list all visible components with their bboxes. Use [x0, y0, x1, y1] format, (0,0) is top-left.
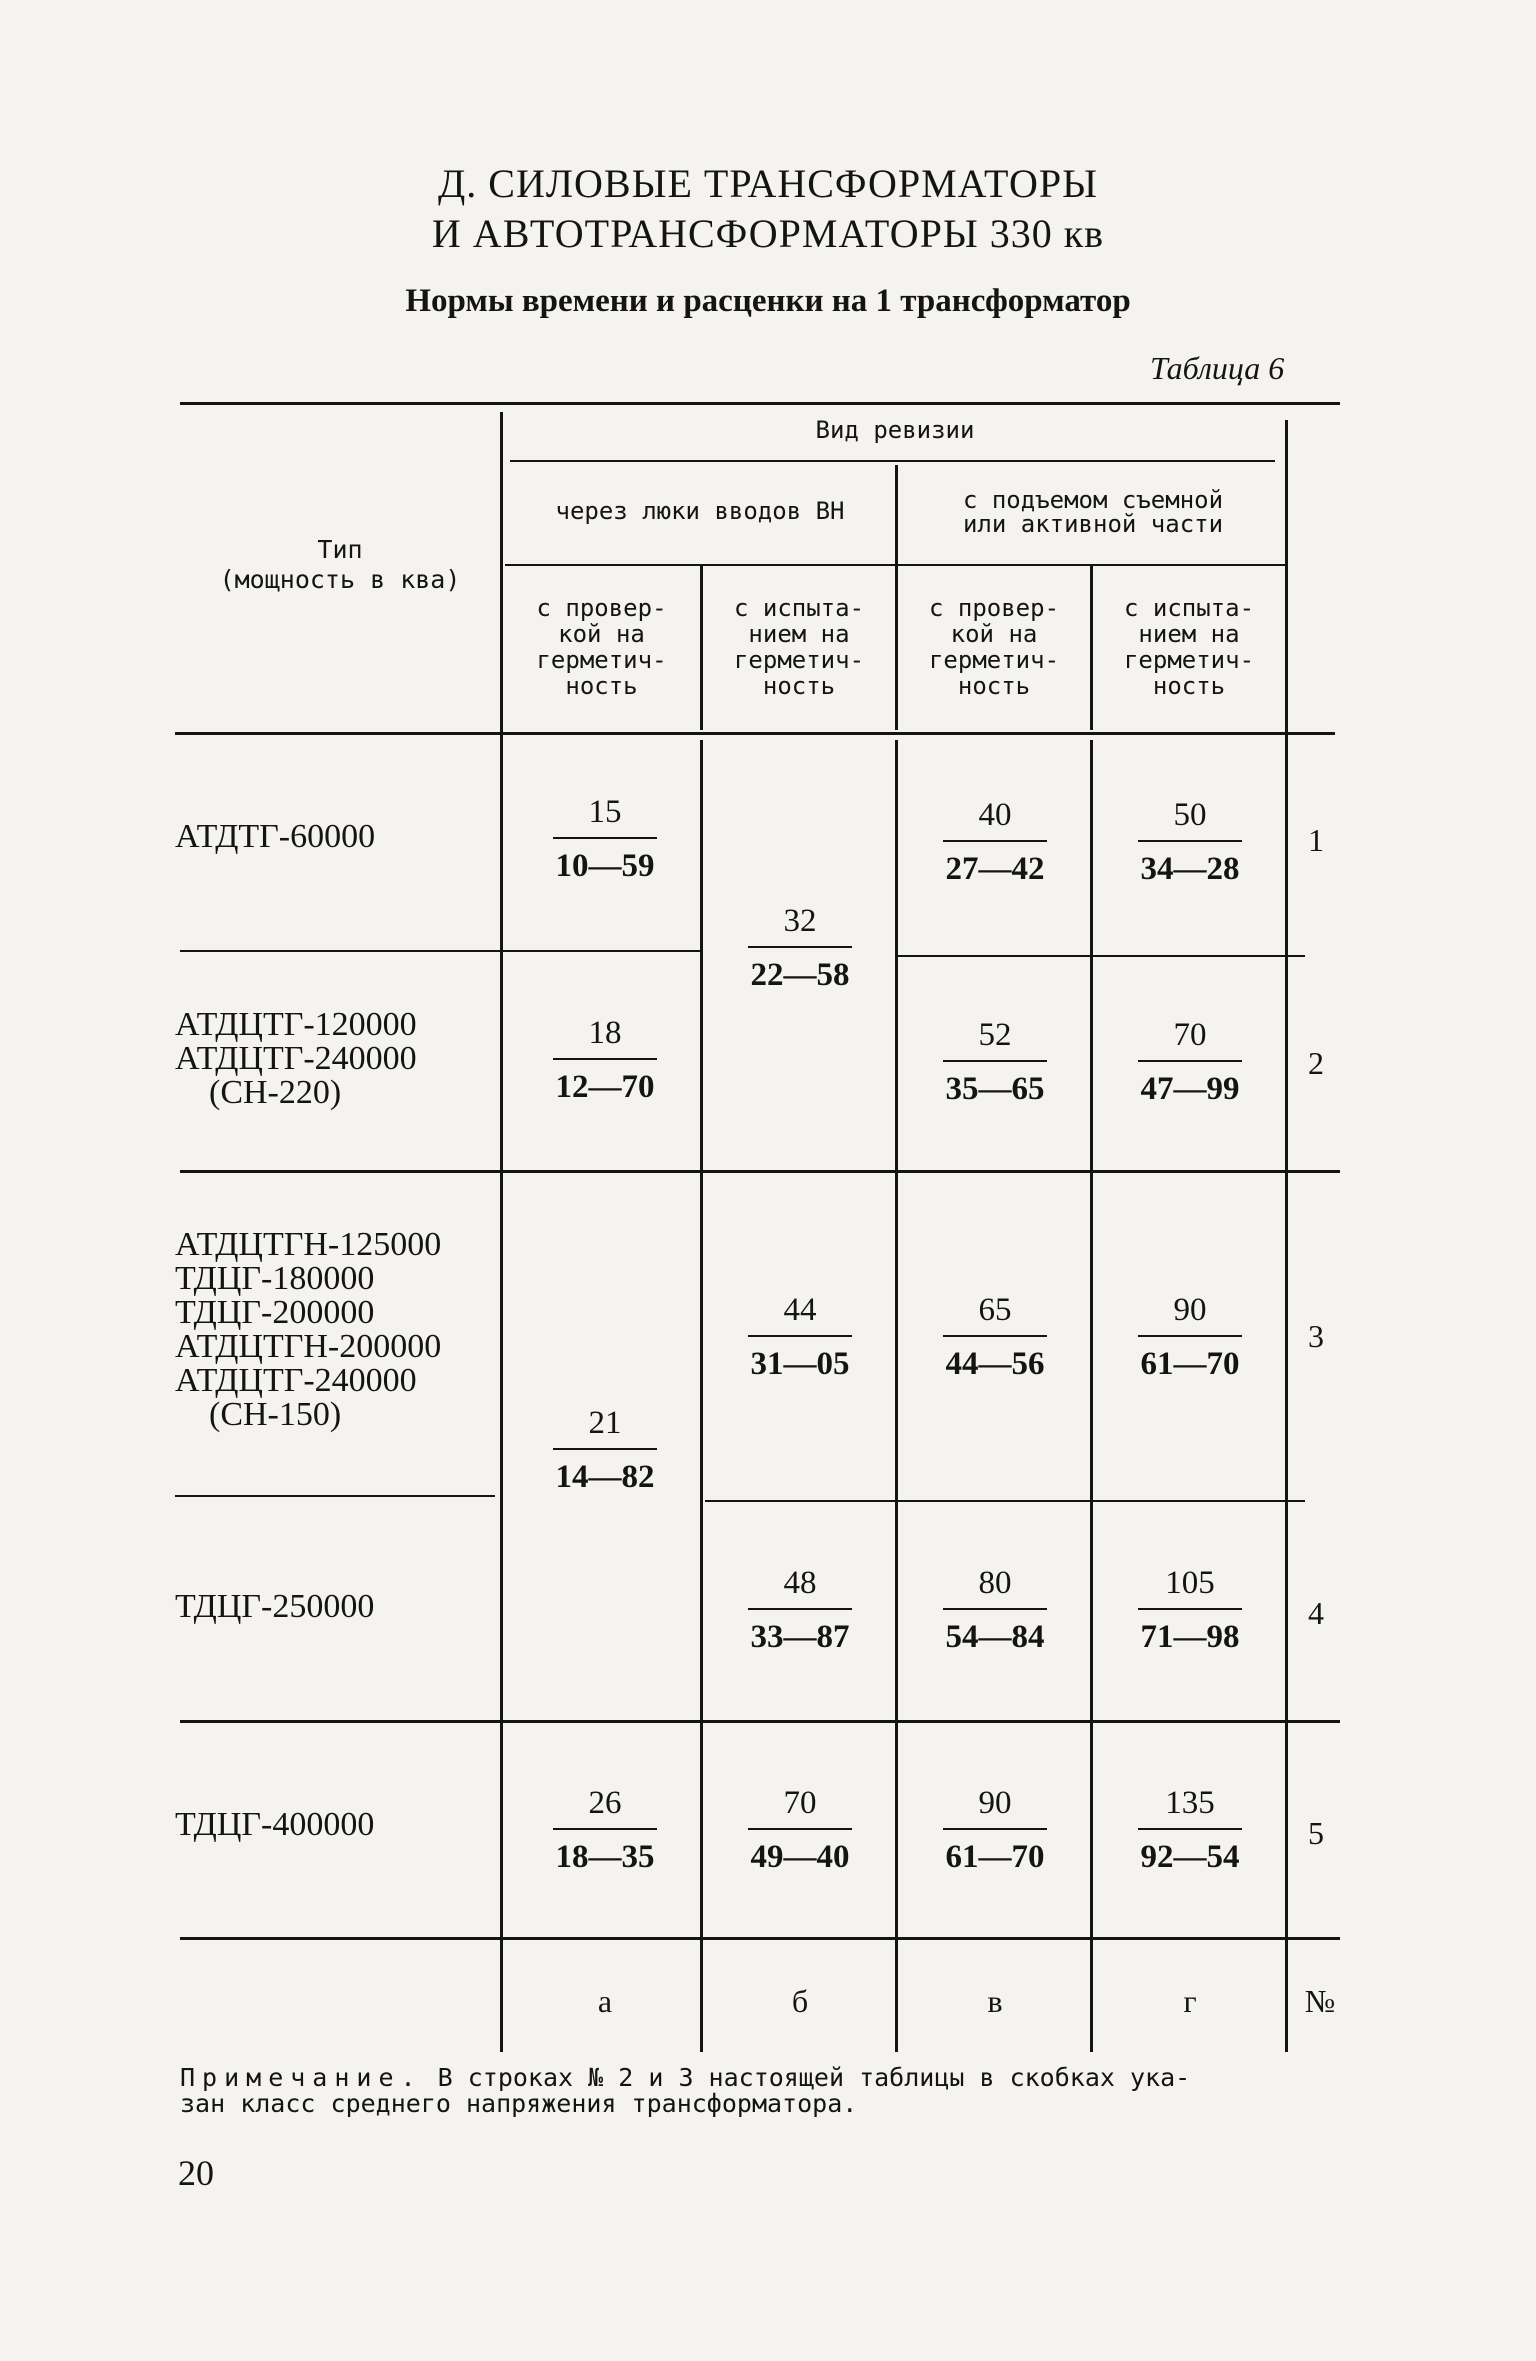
footnote-text-1: В строках № 2 и 3 настоящей таблицы в скобках ука- — [422, 2063, 1191, 2092]
row-number-1: 1 — [1308, 822, 1324, 858]
sub-header-check-a: с провер- кой на герметич- ность — [536, 594, 667, 700]
row-4-type: ТДЦГ-250000 — [175, 1588, 375, 1625]
sub-header-check-c: с провер- кой на герметич- ность — [928, 594, 1060, 700]
cell-r1-c: 40 27—42 — [930, 792, 1060, 890]
section-title-line-1: Д. СИЛОВЫЕ ТРАНСФОРМАТОРЫ — [438, 161, 1098, 206]
row-3-type: АТДЦТГН-125000 ТДЦГ-180000 ТДЦГ-200000 АТДЦТГН-200000 АТДЦТГ-240000 (СН-150) — [175, 1226, 442, 1433]
column-key-c: в — [987, 1983, 1003, 2019]
cell-r2-a: 18 12—70 — [540, 1010, 670, 1108]
footnote — [180, 2065, 1340, 2117]
table-label: Таблица 6 — [1150, 350, 1285, 386]
cell-r3-4-a: 21 14—82 — [540, 1400, 670, 1498]
table-subtitle: Нормы времени и расценки на 1 трансформатор — [405, 283, 1131, 319]
revision-type-header: Вид ревизии — [815, 416, 975, 444]
cell-r2-d: 70 47—99 — [1125, 1012, 1255, 1110]
row-1-type: АТДТГ-60000 — [175, 818, 376, 855]
cell-r4-b: 48 33—87 — [735, 1560, 865, 1658]
sub-header-test-d: с испыта- нием на герметич- ность — [1123, 594, 1255, 700]
cell-r3-d: 90 61—70 — [1125, 1287, 1255, 1385]
row-number-3: 3 — [1308, 1318, 1324, 1354]
row-number-2: 2 — [1308, 1045, 1324, 1081]
footnote-text-2: зан класс среднего напряжения трансформатора. — [180, 2089, 858, 2118]
cell-r1-2-b: 32 22—58 — [735, 898, 865, 996]
column-key-a: а — [597, 1983, 613, 2019]
with-lifting-header: с подъемом съемной или активной части — [962, 486, 1224, 538]
cell-r1-d: 50 34—28 — [1125, 792, 1255, 890]
cell-r5-b: 70 49—40 — [735, 1780, 865, 1878]
number-column-key: № — [1304, 1983, 1336, 2019]
footnote-label: Примечание. — [180, 2063, 423, 2092]
cell-r4-c: 80 54—84 — [930, 1560, 1060, 1658]
row-number-4: 4 — [1308, 1595, 1324, 1631]
column-key-b: б — [791, 1983, 809, 2019]
type-column-header: Тип (мощность в ква) — [219, 535, 461, 594]
sub-header-test-b: с испыта- нием на герметич- ность — [733, 594, 865, 700]
cell-r1-a: 15 10—59 — [540, 789, 670, 887]
cell-r5-d: 135 92—54 — [1125, 1780, 1255, 1878]
page-number: 20 — [178, 2153, 214, 2193]
cell-r3-b: 44 31—05 — [735, 1287, 865, 1385]
section-title-line-2: И АВТОТРАНСФОРМАТОРЫ 330 кв — [431, 211, 1105, 256]
cell-r2-c: 52 35—65 — [930, 1012, 1060, 1110]
cell-r4-d: 105 71—98 — [1125, 1560, 1255, 1658]
row-2-type: АТДЦТГ-120000 АТДЦТГ-240000 (СН-220) — [175, 1006, 417, 1111]
cell-r5-a: 26 18—35 — [540, 1780, 670, 1878]
cell-r3-c: 65 44—56 — [930, 1287, 1060, 1385]
row-number-5: 5 — [1308, 1815, 1324, 1851]
column-key-d: г — [1183, 1983, 1197, 2019]
row-5-type: ТДЦГ-400000 — [175, 1806, 375, 1843]
cell-r5-c: 90 61—70 — [930, 1780, 1060, 1878]
through-bushings-header: через люки вводов ВН — [555, 497, 845, 525]
